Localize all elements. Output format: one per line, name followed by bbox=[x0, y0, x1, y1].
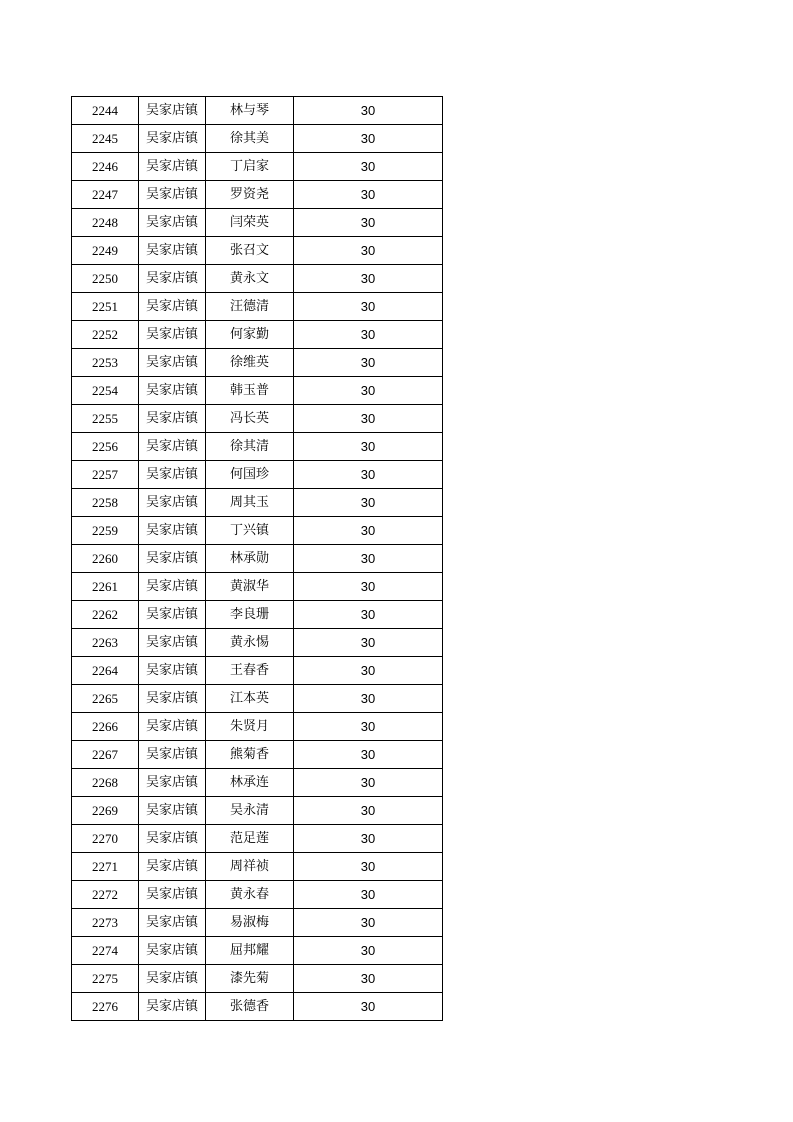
cell-name: 韩玉普 bbox=[206, 377, 294, 405]
cell-name: 何家勤 bbox=[206, 321, 294, 349]
cell-name: 漆先菊 bbox=[206, 965, 294, 993]
cell-id: 2266 bbox=[72, 713, 139, 741]
cell-id: 2275 bbox=[72, 965, 139, 993]
cell-name: 屈邦耀 bbox=[206, 937, 294, 965]
cell-town: 吴家店镇 bbox=[139, 265, 206, 293]
cell-town: 吴家店镇 bbox=[139, 181, 206, 209]
table-row bbox=[72, 825, 443, 853]
table-row bbox=[72, 461, 443, 489]
cell-amount: 30 bbox=[294, 489, 443, 517]
table-row bbox=[72, 237, 443, 265]
cell-id: 2272 bbox=[72, 881, 139, 909]
cell-name: 罗资尧 bbox=[206, 181, 294, 209]
cell-town: 吴家店镇 bbox=[139, 545, 206, 573]
cell-name: 张召文 bbox=[206, 237, 294, 265]
table-row bbox=[72, 97, 443, 125]
cell-name: 张德香 bbox=[206, 993, 294, 1021]
table-row bbox=[72, 937, 443, 965]
cell-amount: 30 bbox=[294, 293, 443, 321]
table-row bbox=[72, 965, 443, 993]
cell-amount: 30 bbox=[294, 97, 443, 125]
cell-town: 吴家店镇 bbox=[139, 349, 206, 377]
table-row bbox=[72, 769, 443, 797]
cell-name: 王春香 bbox=[206, 657, 294, 685]
cell-town: 吴家店镇 bbox=[139, 741, 206, 769]
cell-amount: 30 bbox=[294, 853, 443, 881]
cell-id: 2263 bbox=[72, 629, 139, 657]
cell-town: 吴家店镇 bbox=[139, 237, 206, 265]
table-row bbox=[72, 741, 443, 769]
cell-id: 2265 bbox=[72, 685, 139, 713]
cell-id: 2247 bbox=[72, 181, 139, 209]
cell-id: 2245 bbox=[72, 125, 139, 153]
cell-name: 林承勋 bbox=[206, 545, 294, 573]
cell-name: 丁兴镇 bbox=[206, 517, 294, 545]
cell-amount: 30 bbox=[294, 405, 443, 433]
cell-amount: 30 bbox=[294, 797, 443, 825]
cell-amount: 30 bbox=[294, 769, 443, 797]
cell-amount: 30 bbox=[294, 629, 443, 657]
cell-id: 2256 bbox=[72, 433, 139, 461]
cell-name: 何国珍 bbox=[206, 461, 294, 489]
table-row bbox=[72, 209, 443, 237]
table-row bbox=[72, 797, 443, 825]
cell-name: 林与琴 bbox=[206, 97, 294, 125]
table-row bbox=[72, 573, 443, 601]
cell-name: 黄永文 bbox=[206, 265, 294, 293]
cell-name: 李良珊 bbox=[206, 601, 294, 629]
cell-id: 2271 bbox=[72, 853, 139, 881]
cell-amount: 30 bbox=[294, 209, 443, 237]
cell-town: 吴家店镇 bbox=[139, 153, 206, 181]
cell-name: 黄永惕 bbox=[206, 629, 294, 657]
cell-name: 吴永清 bbox=[206, 797, 294, 825]
table-row bbox=[72, 433, 443, 461]
cell-id: 2249 bbox=[72, 237, 139, 265]
cell-amount: 30 bbox=[294, 321, 443, 349]
cell-id: 2261 bbox=[72, 573, 139, 601]
cell-town: 吴家店镇 bbox=[139, 573, 206, 601]
cell-id: 2258 bbox=[72, 489, 139, 517]
cell-town: 吴家店镇 bbox=[139, 993, 206, 1021]
table-row bbox=[72, 489, 443, 517]
table-row bbox=[72, 377, 443, 405]
cell-name: 徐其美 bbox=[206, 125, 294, 153]
cell-town: 吴家店镇 bbox=[139, 797, 206, 825]
cell-town: 吴家店镇 bbox=[139, 909, 206, 937]
table-row bbox=[72, 321, 443, 349]
cell-town: 吴家店镇 bbox=[139, 321, 206, 349]
cell-amount: 30 bbox=[294, 741, 443, 769]
cell-name: 闫荣英 bbox=[206, 209, 294, 237]
cell-amount: 30 bbox=[294, 909, 443, 937]
cell-id: 2264 bbox=[72, 657, 139, 685]
table-body bbox=[72, 97, 443, 1021]
cell-amount: 30 bbox=[294, 965, 443, 993]
cell-town: 吴家店镇 bbox=[139, 97, 206, 125]
cell-amount: 30 bbox=[294, 237, 443, 265]
cell-town: 吴家店镇 bbox=[139, 489, 206, 517]
cell-amount: 30 bbox=[294, 265, 443, 293]
cell-town: 吴家店镇 bbox=[139, 293, 206, 321]
cell-town: 吴家店镇 bbox=[139, 125, 206, 153]
cell-id: 2254 bbox=[72, 377, 139, 405]
cell-town: 吴家店镇 bbox=[139, 685, 206, 713]
cell-town: 吴家店镇 bbox=[139, 769, 206, 797]
cell-town: 吴家店镇 bbox=[139, 629, 206, 657]
table-row bbox=[72, 181, 443, 209]
cell-town: 吴家店镇 bbox=[139, 825, 206, 853]
table-row bbox=[72, 405, 443, 433]
table-row bbox=[72, 125, 443, 153]
cell-town: 吴家店镇 bbox=[139, 461, 206, 489]
cell-name: 黄永春 bbox=[206, 881, 294, 909]
table-row bbox=[72, 629, 443, 657]
cell-name: 丁启家 bbox=[206, 153, 294, 181]
cell-id: 2267 bbox=[72, 741, 139, 769]
table-row bbox=[72, 713, 443, 741]
cell-town: 吴家店镇 bbox=[139, 881, 206, 909]
table-row bbox=[72, 657, 443, 685]
cell-name: 熊菊香 bbox=[206, 741, 294, 769]
cell-amount: 30 bbox=[294, 125, 443, 153]
cell-id: 2259 bbox=[72, 517, 139, 545]
cell-name: 冯长英 bbox=[206, 405, 294, 433]
cell-id: 2253 bbox=[72, 349, 139, 377]
cell-id: 2250 bbox=[72, 265, 139, 293]
cell-town: 吴家店镇 bbox=[139, 433, 206, 461]
table-row bbox=[72, 909, 443, 937]
cell-town: 吴家店镇 bbox=[139, 713, 206, 741]
cell-id: 2270 bbox=[72, 825, 139, 853]
cell-id: 2262 bbox=[72, 601, 139, 629]
cell-amount: 30 bbox=[294, 657, 443, 685]
cell-id: 2276 bbox=[72, 993, 139, 1021]
cell-town: 吴家店镇 bbox=[139, 209, 206, 237]
cell-name: 黄淑华 bbox=[206, 573, 294, 601]
cell-id: 2257 bbox=[72, 461, 139, 489]
table-row bbox=[72, 349, 443, 377]
cell-town: 吴家店镇 bbox=[139, 601, 206, 629]
cell-town: 吴家店镇 bbox=[139, 937, 206, 965]
cell-name: 徐其清 bbox=[206, 433, 294, 461]
cell-id: 2248 bbox=[72, 209, 139, 237]
cell-amount: 30 bbox=[294, 461, 443, 489]
cell-id: 2273 bbox=[72, 909, 139, 937]
table-row bbox=[72, 517, 443, 545]
table-row bbox=[72, 685, 443, 713]
cell-amount: 30 bbox=[294, 993, 443, 1021]
cell-town: 吴家店镇 bbox=[139, 657, 206, 685]
cell-id: 2269 bbox=[72, 797, 139, 825]
cell-id: 2268 bbox=[72, 769, 139, 797]
table-row bbox=[72, 853, 443, 881]
cell-amount: 30 bbox=[294, 545, 443, 573]
table-row bbox=[72, 881, 443, 909]
cell-name: 徐维英 bbox=[206, 349, 294, 377]
cell-name: 朱贤月 bbox=[206, 713, 294, 741]
table-row bbox=[72, 265, 443, 293]
table-row bbox=[72, 601, 443, 629]
cell-id: 2246 bbox=[72, 153, 139, 181]
cell-amount: 30 bbox=[294, 601, 443, 629]
cell-amount: 30 bbox=[294, 937, 443, 965]
cell-name: 汪德清 bbox=[206, 293, 294, 321]
cell-amount: 30 bbox=[294, 153, 443, 181]
cell-amount: 30 bbox=[294, 181, 443, 209]
cell-amount: 30 bbox=[294, 349, 443, 377]
cell-amount: 30 bbox=[294, 517, 443, 545]
cell-town: 吴家店镇 bbox=[139, 517, 206, 545]
table-row bbox=[72, 545, 443, 573]
cell-amount: 30 bbox=[294, 881, 443, 909]
table-row bbox=[72, 993, 443, 1021]
data-table bbox=[71, 96, 443, 1021]
cell-town: 吴家店镇 bbox=[139, 405, 206, 433]
cell-town: 吴家店镇 bbox=[139, 965, 206, 993]
table-row bbox=[72, 153, 443, 181]
cell-name: 江本英 bbox=[206, 685, 294, 713]
cell-name: 周其玉 bbox=[206, 489, 294, 517]
cell-id: 2252 bbox=[72, 321, 139, 349]
cell-amount: 30 bbox=[294, 713, 443, 741]
cell-id: 2251 bbox=[72, 293, 139, 321]
cell-name: 林承连 bbox=[206, 769, 294, 797]
cell-name: 周祥祯 bbox=[206, 853, 294, 881]
cell-id: 2260 bbox=[72, 545, 139, 573]
cell-amount: 30 bbox=[294, 433, 443, 461]
cell-amount: 30 bbox=[294, 573, 443, 601]
cell-town: 吴家店镇 bbox=[139, 377, 206, 405]
cell-town: 吴家店镇 bbox=[139, 853, 206, 881]
cell-name: 易淑梅 bbox=[206, 909, 294, 937]
cell-id: 2244 bbox=[72, 97, 139, 125]
cell-amount: 30 bbox=[294, 825, 443, 853]
table-row bbox=[72, 293, 443, 321]
cell-id: 2274 bbox=[72, 937, 139, 965]
cell-id: 2255 bbox=[72, 405, 139, 433]
cell-amount: 30 bbox=[294, 377, 443, 405]
cell-amount: 30 bbox=[294, 685, 443, 713]
cell-name: 范足莲 bbox=[206, 825, 294, 853]
